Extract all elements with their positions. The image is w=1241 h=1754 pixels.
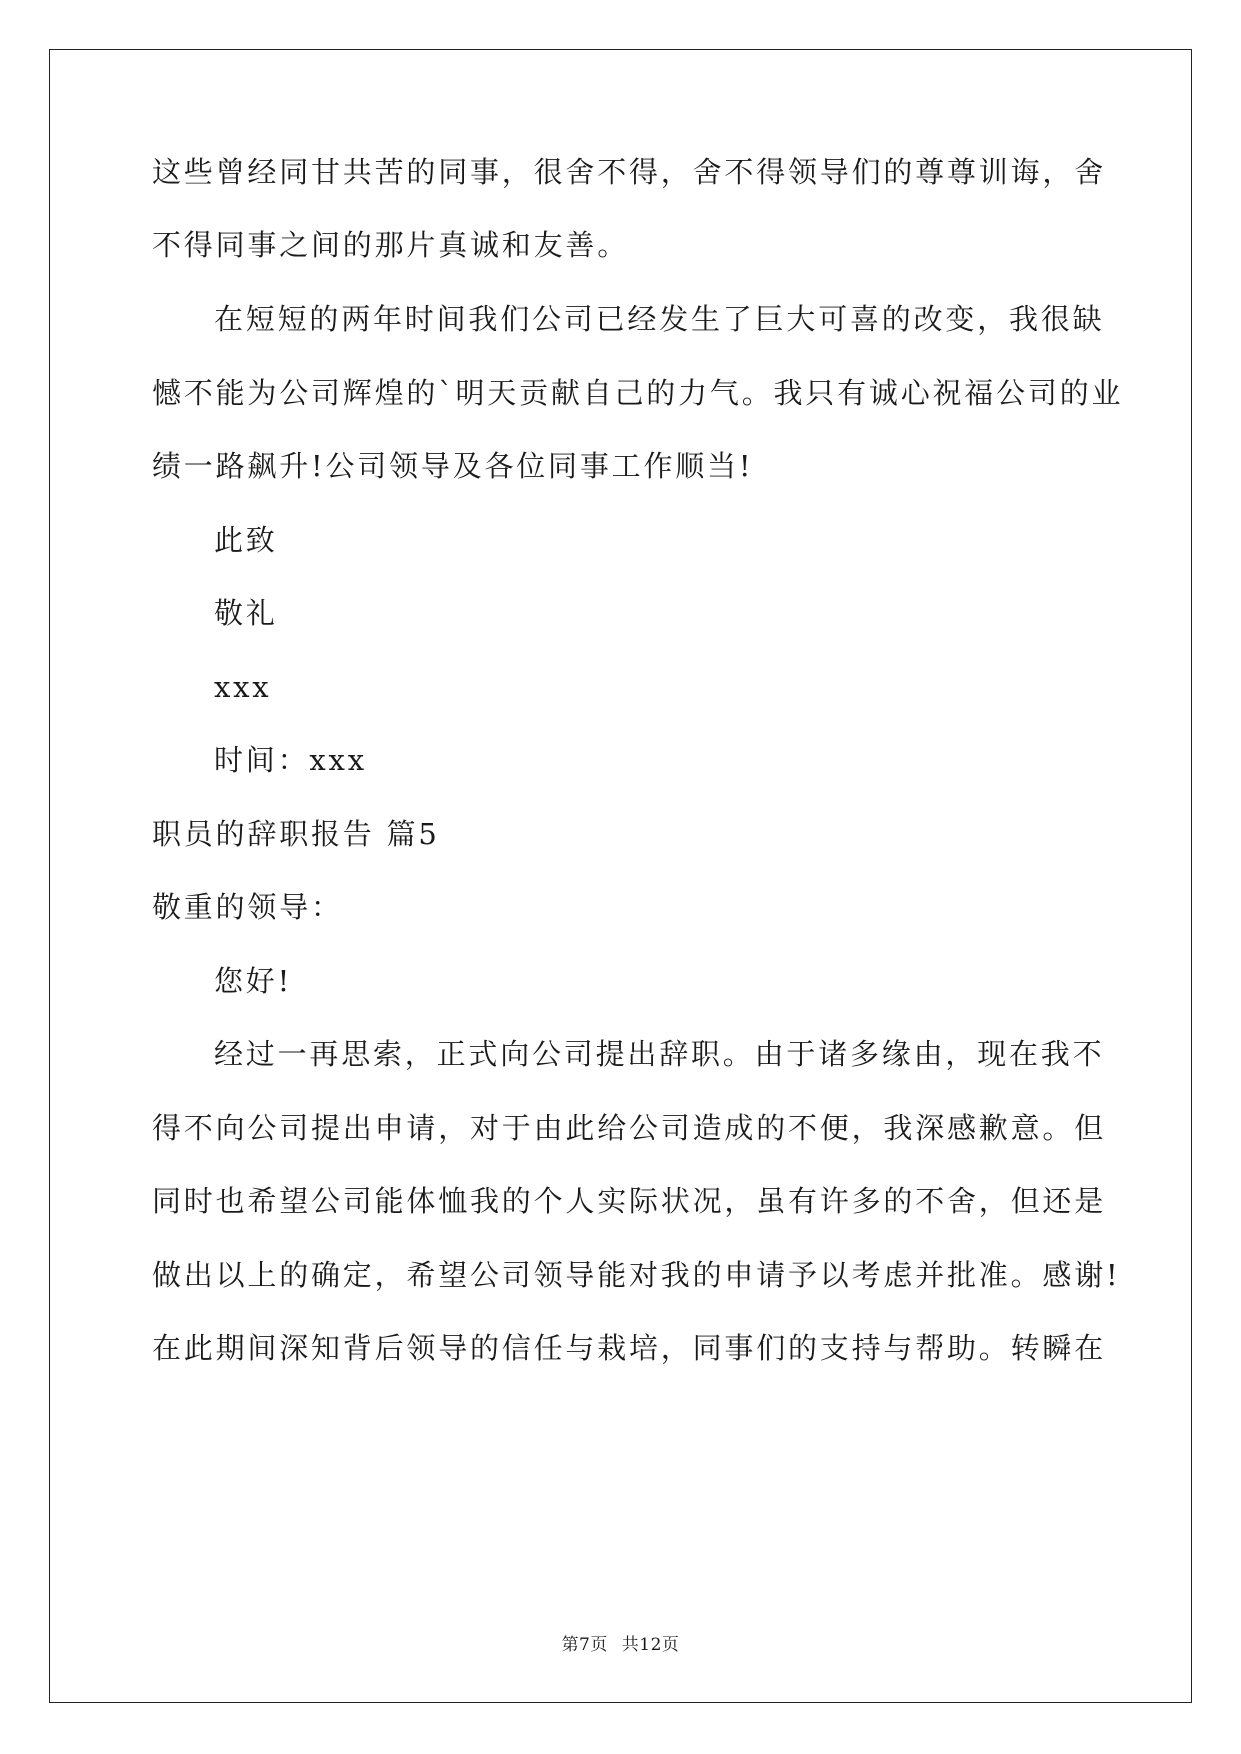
body-line: 憾不能为公司辉煌的`明天贡献自己的力气。我只有诚心祝福公司的业 [152, 376, 1124, 410]
body-line: 得不向公司提出申请，对于由此给公司造成的不便，我深感歉意。但 [152, 1111, 1107, 1145]
signature-name: xxx [214, 670, 272, 704]
closing-salutation: 此致 [214, 523, 278, 557]
letter-greeting: 敬重的领导： [152, 890, 343, 924]
page-border [49, 49, 1192, 1703]
total-page-count: 共12页 [621, 1635, 680, 1655]
section-heading: 职员的辞职报告 篇5 [152, 817, 440, 851]
body-line: 做出以上的确定，希望公司领导能对我的申请予以考虑并批准。感谢! [152, 1258, 1121, 1292]
body-line: 在此期间深知背后领导的信任与栽培，同事们的支持与帮助。转瞬在 [152, 1331, 1107, 1365]
body-line: 同时也希望公司能体恤我的个人实际状况，虽有许多的不舍，但还是 [152, 1184, 1107, 1218]
letter-salutation: 您好! [214, 964, 293, 998]
body-line: 在短短的两年时间我们公司已经发生了巨大可喜的改变，我很缺 [214, 302, 1105, 336]
page-footer [0, 1634, 1241, 1656]
closing-regards: 敬礼 [214, 596, 278, 630]
current-page-number: 第7页 [561, 1635, 608, 1655]
body-line: 不得同事之间的那片真诚和友善。 [152, 228, 630, 262]
body-line: 绩一路飙升!公司领导及各位同事工作顺当! [152, 449, 754, 483]
body-line: 经过一再思索，正式向公司提出辞职。由于诸多缘由，现在我不 [214, 1037, 1105, 1071]
body-line: 这些曾经同甘共苦的同事，很舍不得，舍不得领导们的尊尊训诲，舍 [152, 155, 1107, 189]
signature-date: 时间：xxx [214, 743, 367, 777]
